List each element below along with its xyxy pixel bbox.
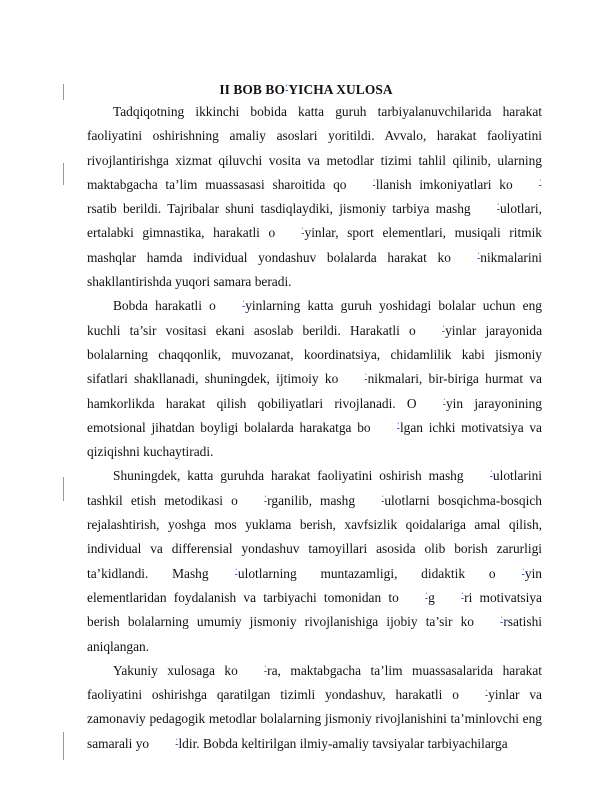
paragraph-text: yin elementlaridan foydalanish va tarbiyachi tomonidan to: [87, 565, 542, 605]
paragraph-text: g: [428, 589, 435, 605]
footnote-link[interactable]: ‘: [425, 590, 428, 599]
paragraph-text: rsatib berildi. Tajribalar shuni tasdiqlaydiki, jismoniy tarbiya mashg: [87, 201, 471, 217]
footnote-link[interactable]: ‘: [364, 372, 368, 381]
paragraph-text: ulotlarini tashkil etish metodikasi o: [87, 468, 542, 508]
title-text-start: II BOB BO: [219, 82, 285, 97]
footnote-link[interactable]: ‘: [522, 566, 525, 575]
footnote-link[interactable]: ‘: [477, 250, 480, 259]
footnote-link[interactable]: ‘: [485, 688, 488, 697]
footnote-link[interactable]: ‘: [264, 493, 267, 502]
footnote-link[interactable]: ‘: [242, 299, 245, 308]
footnote-link[interactable]: ‘: [443, 396, 446, 405]
paragraph: [87, 294, 542, 464]
paragraph-text: yinlar jarayonida bolalarning chaqqonlik, muvozanat, koordinatsiya, chidamlilik kabi jismoniy sifatlari shakllanadi, shuningdek, ijtimoiy ko: [87, 322, 543, 387]
paragraph-text: rganilib, mashg: [267, 492, 356, 508]
footnote-link[interactable]: ‘: [490, 469, 493, 478]
footnote-link[interactable]: ‘: [235, 566, 238, 575]
paragraph-text: yin jarayonining emotsional jihatdan boyligi bolalarda harakatga bo: [87, 395, 542, 435]
paragraph-text: nikmalari, bir-biriga hurmat va hamkorlikda harakat qilish qobiliyatlari rivojlanadi. O: [87, 371, 542, 411]
paragraph-text: nikmalarini shakllantirishda yuqori samara beradi.: [87, 249, 542, 290]
paragraph-text: Yakuniy xulosaga ko: [113, 662, 238, 678]
footnote-link[interactable]: ‘: [381, 493, 384, 502]
margin-marker: [63, 732, 64, 760]
paragraph-text: Shuningdek, katta guruhda harakat faoliyatini oshirish mashg: [113, 468, 464, 484]
footnote-link[interactable]: ‘: [500, 615, 503, 624]
paragraph-text: llanish imkoniyatlari ko: [375, 176, 513, 192]
paragraph-text: yinlar, sport elementlari, musiqali ritmik mashqlar hamda individual yondashuv bolalarda harakat ko: [87, 225, 542, 265]
paragraph-text: Tadqiqotning ikkinchi bobida katta guruh tarbiyalanuvchilarida harakat faoliyatini oshirishning amaliy asoslari yoritildi. Avvalo, harakat faoliyatini rivojlantirishga xizmat qiluvchi vosita va metodlar tizimi tahlil qilinib, ularning maktabgacha ta’lim muassasasi sharoitida qo: [87, 104, 542, 192]
paragraph-text: yinlarning katta guruh yoshidagi bolalar uchun eng kuchli ta’sir vositasi ekani asoslab berildi. Harakatli o: [87, 298, 542, 338]
paragraph-text: rsatishi aniqlangan.: [87, 614, 542, 654]
margin-marker: [63, 163, 64, 185]
footnote-link[interactable]: ‘: [372, 177, 376, 186]
footnote-link[interactable]: ‘: [175, 736, 178, 745]
footnote-link[interactable]: ‘: [497, 202, 500, 211]
paragraph-text: ulotlari, ertalabki gimnastika, harakatli o: [87, 201, 542, 241]
paragraph: [87, 100, 542, 294]
footnote-link[interactable]: ‘: [397, 420, 400, 429]
footnote-link[interactable]: ‘: [301, 226, 305, 235]
paragraph-text: ulotlarning muntazamligi, didaktik o: [237, 565, 496, 581]
paragraph-text: ulotlarni bosqichma-bosqich rejalashtirish, yoshga mos yuklama berish, xavfsizlik qoidalariga amal qilish, individual va differensial yondashuv tamoyillari asosida olib borish zarurligi ta’kidlandi. Mashg: [87, 492, 542, 581]
section-title: [64, 81, 548, 99]
paragraph-text: yinlar va zamonaviy pedagogik metodlar bolalarning jismoniy rivojlanishini ta’minlovchi eng samarali yo: [87, 687, 542, 751]
paragraph-text: ldir. Bobda keltirilgan ilmiy-amaliy tavsiyalar tarbiyachilarga: [178, 735, 508, 751]
paragraph: [87, 464, 542, 658]
footnote-link[interactable]: ‘: [442, 323, 445, 332]
footnote-link[interactable]: ‘: [264, 663, 267, 672]
paragraph-text: ri motivatsiya berish bolalarning umumiy jismoniy rivojlanishiga ijobiy ta’sir ko: [87, 589, 543, 630]
paragraph: [87, 659, 542, 756]
footnote-link[interactable]: ‘: [539, 177, 542, 186]
margin-marker: [63, 477, 64, 501]
body-text: [87, 100, 542, 756]
footnote-link[interactable]: ‘: [461, 590, 464, 599]
paragraph-text: ra, maktabgacha ta’lim muassasalarida harakat faoliyatini oshirishga qaratilgan tizimli yondashuv, harakatli o: [87, 662, 542, 703]
footnote-link[interactable]: ‘: [285, 83, 288, 91]
paragraph-text: lgan ichki motivatsiya va qiziqishni kuchaytiradi.: [87, 419, 542, 460]
title-text-end: YICHA XULOSA: [288, 82, 393, 97]
paragraph-text: Bobda harakatli o: [113, 298, 216, 314]
